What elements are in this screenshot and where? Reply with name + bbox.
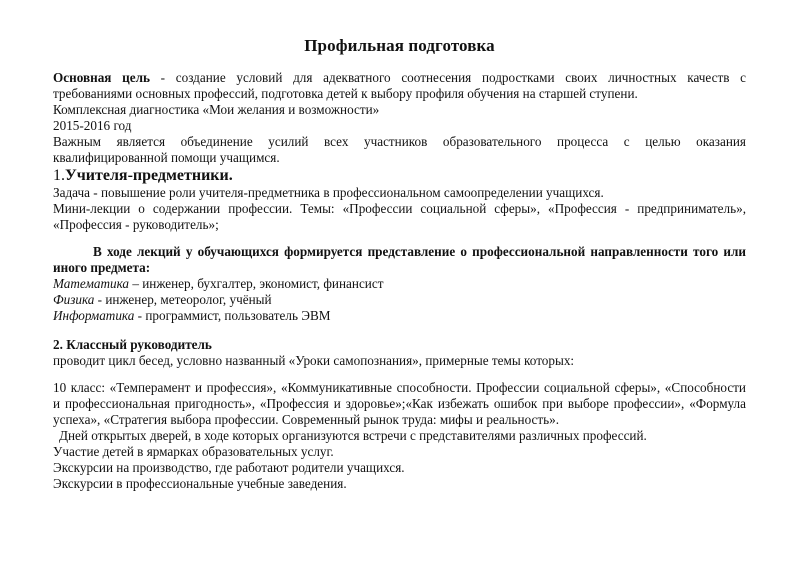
lecture-outcome-line-2: иного предмета: [53, 260, 151, 275]
diagnostics-text: Комплексная диагностика «Мои желания и возможности» [53, 102, 380, 117]
goal-line-2: требованиями основных профессий, подготовка детей к выбору профиля обучения на старшей ступени. [53, 86, 638, 101]
goal-label: Основная цель [53, 70, 150, 85]
subject-name: Физика [53, 292, 95, 307]
subject-item [53, 276, 746, 292]
section1-heading [53, 166, 746, 185]
section1-title: Учителя-предметники. [65, 167, 233, 184]
important-line-2: квалифицированной помощи учащимся. [53, 150, 280, 165]
goal-separator: - [149, 70, 176, 85]
activity-item: Дней открытых дверей, в ходе которых организуются встречи с представителями различных профессий. [59, 428, 647, 443]
subject-item [53, 292, 746, 308]
goal-text: создание условий для адекватного соотнесения подростками своих личностных качеств с [175, 70, 746, 85]
section2-heading: 2. Классный руководитель [53, 337, 212, 352]
subject-separator: – [129, 276, 143, 291]
goal-line-1 [53, 70, 746, 86]
subject-name: Информатика [53, 308, 135, 323]
activity-item: Участие детей в ярмарках образовательных услуг. [53, 444, 334, 459]
important-line-1: Важным является объединение усилий всех участников образовательного процесса с целью оказания [53, 134, 746, 149]
section1-number: 1. [53, 167, 65, 184]
subject-professions: программист, пользователь ЭВМ [145, 308, 331, 323]
grade10-line-2: и профессиональная пригодность», «Профессия и здоровье»;«Как избежать ошибок при выборе профессии», «Формула [53, 396, 746, 411]
activity-item: Экскурсии на производство, где работают родители учащихся. [53, 460, 405, 475]
lecture-outcome-line-1: В ходе лекций у обучающихся формируется представление о профессиональной направленности того или [93, 244, 746, 259]
subject-professions: инженер, бухгалтер, экономист, финансист [142, 276, 384, 291]
subject-separator: - [134, 308, 146, 323]
subject-item [53, 308, 746, 324]
lectures-line-2: «Профессия - руководитель»; [53, 217, 219, 232]
grade10-line-3: успеха», «Стратегия выбора профессии. Современный рынок труда: мифы и реальность». [53, 412, 560, 427]
lectures-line-1: Мини-лекции о содержании профессии. Темы: «Профессии социальной сферы», «Профессия - предприниматель», [53, 201, 746, 216]
section2-intro: проводит цикл бесед, условно названный «Уроки самопознания», примерные темы которых: [53, 353, 575, 368]
subject-name: Математика [53, 276, 130, 291]
section1-task: Задача - повышение роли учителя-предметника в профессиональном самоопределении учащихся. [53, 185, 604, 200]
document-title: Профильная подготовка [304, 36, 495, 55]
subject-professions: инженер, метеоролог, учёный [105, 292, 272, 307]
year-text: 2015-2016 год [53, 118, 132, 133]
subject-separator: - [94, 292, 106, 307]
activity-item: Экскурсии в профессиональные учебные заведения. [53, 476, 347, 491]
grade10-line-1: 10 класс: «Темперамент и профессия», «Коммуникативные способности. Профессии социальной сферы», «Способности [53, 380, 746, 395]
